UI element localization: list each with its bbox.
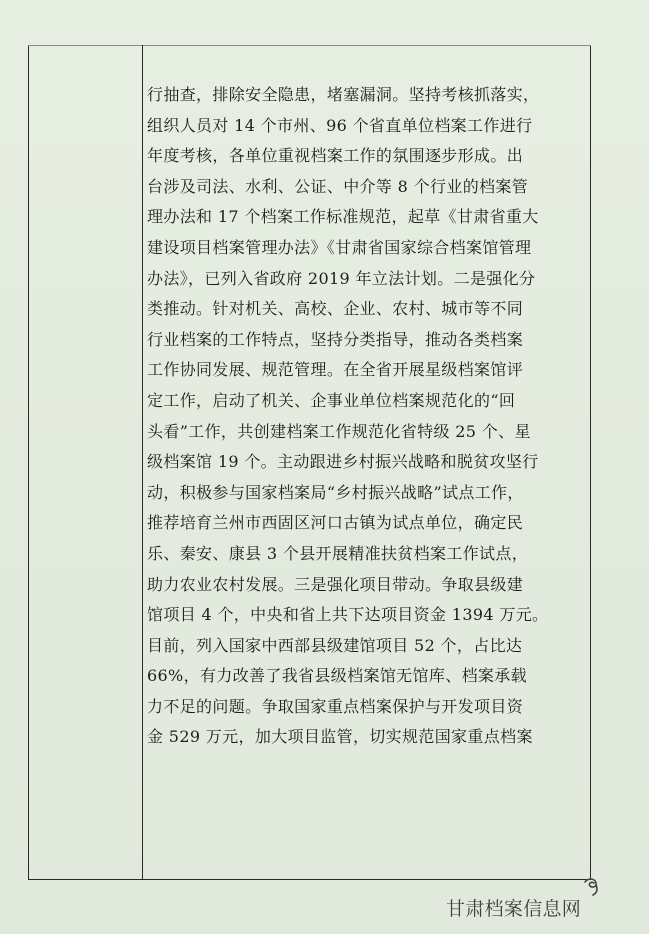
table-left-column [29, 45, 143, 879]
text-line: 台涉及司法、水利、公证、中介等 8 个行业的档案管 [147, 176, 529, 196]
text-line: 行业档案的工作特点，坚持分类指导，推动各类档案 [147, 329, 524, 349]
text-line: 馆项目 4 个，中央和省上共下达项目资金 1394 万元。 [147, 605, 549, 625]
curl-mark-icon [582, 876, 602, 898]
form-table [28, 45, 591, 880]
text-line: 乐、秦安、康县 3 个县开展精准扶贫档案工作试点， [147, 543, 529, 563]
text-line: 助力农业农村发展。三是强化项目带动。争取县级建 [147, 574, 524, 594]
text-line: 年度考核，各单位重视档案工作的氛围逐步形成。出 [147, 146, 524, 166]
text-line: 理办法和 17 个档案工作标准规范，起草《甘肃省重大 [147, 207, 539, 227]
text-line: 66%，有力改善了我省县级档案馆无馆库、档案承载 [147, 666, 527, 686]
text-line: 推荐培育兰州市西固区河口古镇为试点单位，确定民 [147, 513, 524, 533]
text-line: 级档案馆 19 个。主动跟进乡村振兴战略和脱贫攻坚行 [147, 452, 539, 472]
text-line: 类推动。针对机关、高校、企业、农村、城市等不同 [147, 299, 524, 319]
text-line: 目前，列入国家中西部县级建馆项目 52 个，占比达 [147, 635, 523, 655]
text-line: 金 529 万元，加大项目监管，切实规范国家重点档案 [147, 727, 533, 747]
site-watermark: 甘肃档案信息网 [446, 898, 582, 920]
text-line: 动，积极参与国家档案局“乡村振兴战略”试点工作， [147, 482, 524, 502]
text-line: 建设项目档案管理办法》《甘肃省国家综合档案馆管理 [147, 237, 532, 257]
text-line: 工作协同发展、规范管理。在全省开展星级档案馆评 [147, 360, 524, 380]
body-text-cell [147, 80, 587, 753]
text-line: 行抽查，排除安全隐患，堵塞漏洞。坚持考核抓落实， [147, 85, 540, 104]
text-line: 组织人员对 14 个市州、96 个省直单位档案工作进行 [147, 115, 533, 135]
text-line: 力不足的问题。争取国家重点档案保护与开发项目资 [147, 696, 524, 716]
text-line: 办法》，已列入省政府 2019 年立法计划。二是强化分 [147, 268, 536, 288]
text-line: 头看”工作，共创建档案工作规范化省特级 25 个、星 [147, 421, 531, 441]
text-line: 定工作，启动了机关、企事业单位档案规范化的“回 [147, 390, 516, 410]
